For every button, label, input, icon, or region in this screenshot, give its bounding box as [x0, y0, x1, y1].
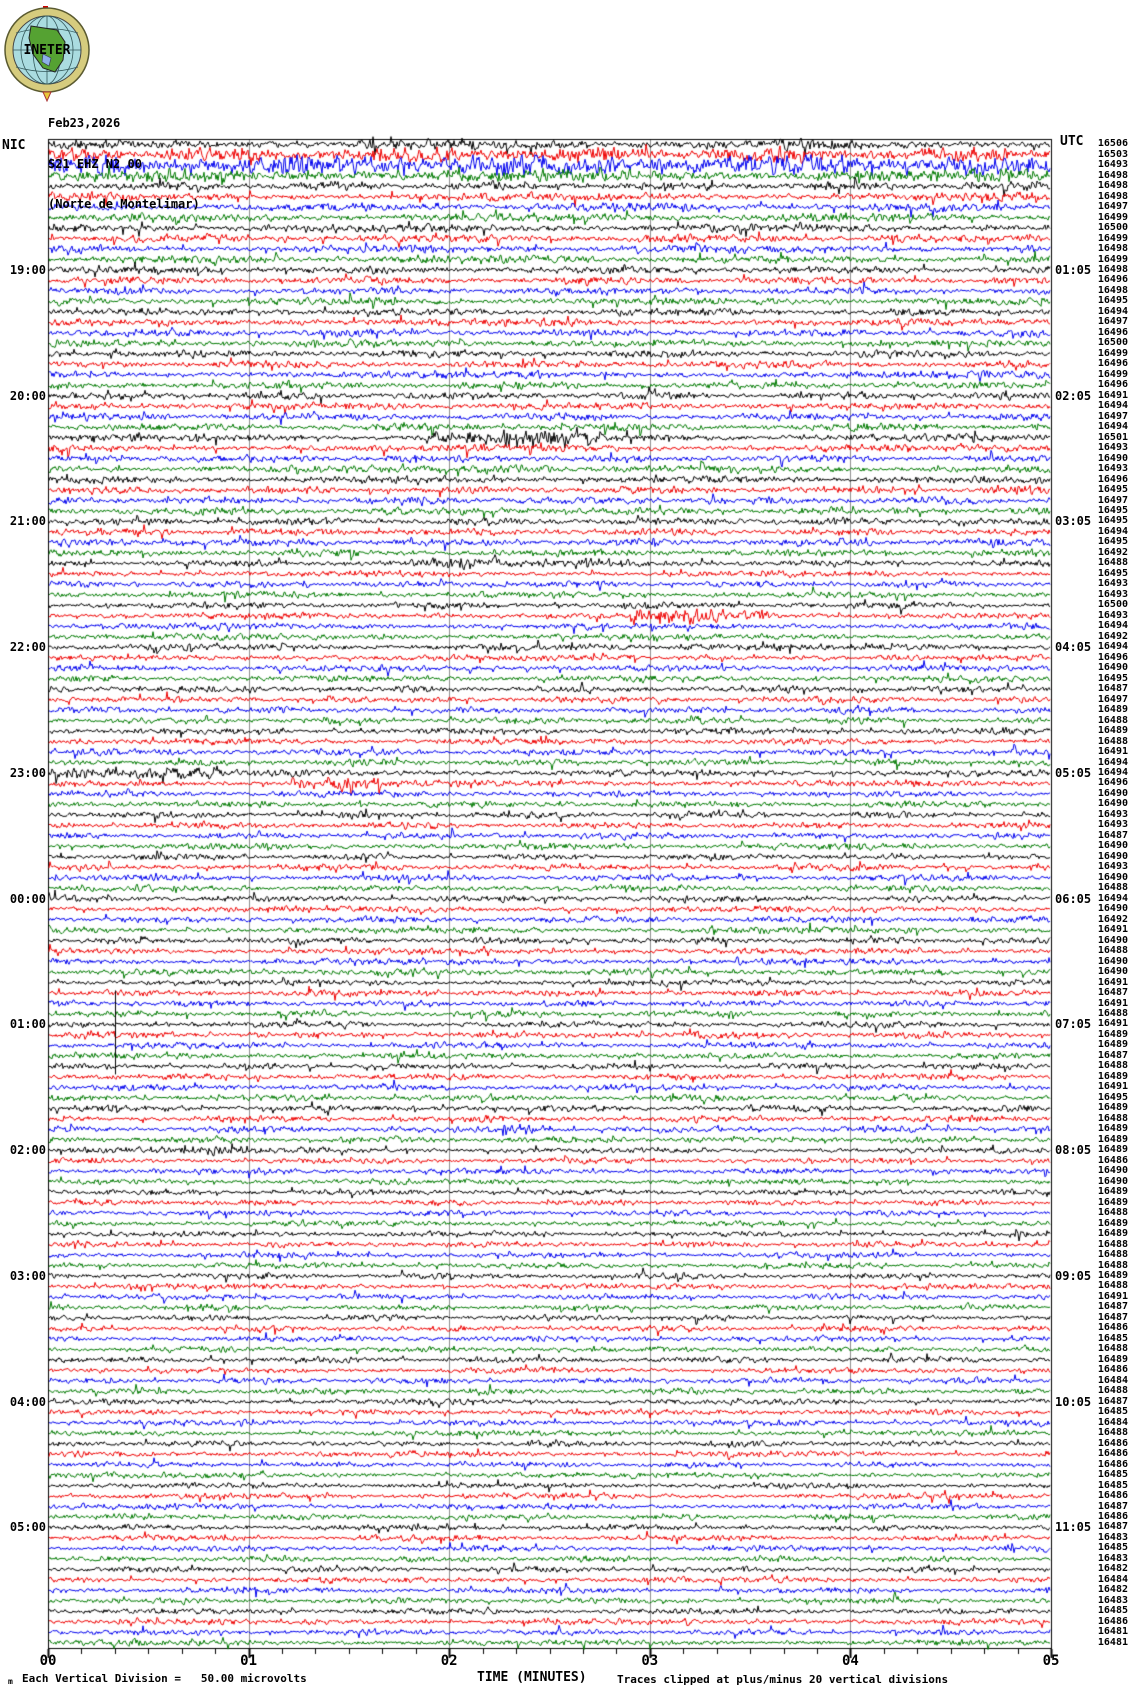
right-hour-label: 01:05 — [1055, 262, 1092, 277]
trace-mean-value: 16489 — [1097, 1217, 1128, 1229]
right-hour-label: 06:05 — [1055, 891, 1092, 906]
trace-mean-value: 16500 — [1097, 599, 1128, 611]
trace-mean-value: 16490 — [1097, 662, 1128, 674]
trace-mean-value: 16490 — [1097, 955, 1128, 967]
trace-mean-value: 16491 — [1097, 1081, 1128, 1093]
trace-mean-value: 16493 — [1097, 442, 1128, 454]
x-axis-label: 04 — [841, 1653, 859, 1669]
left-hour-label: 23:00 — [9, 765, 46, 780]
trace-mean-value: 16492 — [1097, 913, 1128, 925]
trace-mean-value: 16486 — [1097, 1458, 1128, 1470]
trace-mean-value: 16485 — [1097, 1332, 1128, 1344]
trace-mean-value: 16487 — [1097, 1395, 1128, 1407]
trace-mean-value: 16494 — [1097, 525, 1128, 537]
trace-mean-value: 16488 — [1097, 1112, 1128, 1124]
right-hour-label: 08:05 — [1055, 1143, 1092, 1158]
trace-mean-value: 16498 — [1097, 284, 1128, 296]
trace-mean-value: 16500 — [1097, 337, 1128, 349]
trace-mean-value: 16493 — [1097, 819, 1128, 831]
trace-mean-value: 16486 — [1097, 1364, 1128, 1376]
trace-mean-value: 16488 — [1097, 1427, 1128, 1439]
trace-mean-value: 16494 — [1097, 421, 1128, 433]
trace-mean-value: 16487 — [1097, 1500, 1128, 1512]
trace-mean-value: 16495 — [1097, 505, 1128, 516]
trace-mean-value: 16489 — [1097, 1186, 1128, 1198]
trace-mean-value: 16488 — [1097, 557, 1128, 569]
trace-mean-value: 16490 — [1097, 871, 1128, 883]
trace-mean-value: 16491 — [1097, 1290, 1128, 1302]
trace-mean-value: 16481 — [1097, 1636, 1128, 1648]
clip-note: Traces clipped at plus/minus 20 vertical divisions — [617, 1673, 949, 1686]
trace-mean-value: 16486 — [1097, 1511, 1128, 1522]
trace-mean-value: 16491 — [1097, 746, 1128, 758]
trace-mean-value: 16489 — [1097, 1144, 1128, 1156]
trace-mean-value: 16487 — [1097, 1521, 1128, 1533]
trace-mean-value: 16488 — [1097, 882, 1128, 894]
right-hour-label: 02:05 — [1055, 388, 1092, 403]
trace-mean-value: 16496 — [1097, 651, 1128, 663]
trace-mean-value: 16488 — [1097, 1385, 1128, 1397]
trace-mean-value: 16487 — [1097, 1301, 1128, 1313]
trace-mean-value: 16489 — [1097, 1102, 1128, 1114]
trace-mean-value: 16493 — [1097, 463, 1128, 475]
trace-mean-value: 16489 — [1097, 1269, 1128, 1281]
trace-mean-value: 16498 — [1097, 190, 1128, 202]
trace-mean-value: 16496 — [1097, 274, 1128, 286]
trace-mean-value: 16481 — [1097, 1626, 1128, 1638]
trace-mean-value: 16496 — [1097, 358, 1128, 370]
trace-mean-value: 16491 — [1097, 976, 1128, 988]
trace-mean-value: 16482 — [1097, 1584, 1128, 1596]
trace-mean-value: 16503 — [1097, 148, 1128, 160]
trace-mean-value: 16484 — [1097, 1374, 1128, 1386]
trace-mean-value: 16486 — [1097, 1322, 1128, 1334]
trace-mean-value: 16483 — [1097, 1552, 1128, 1564]
trace-mean-value: 16494 — [1097, 641, 1128, 653]
trace-mean-value: 16494 — [1097, 305, 1128, 317]
trace-mean-value: 16495 — [1097, 1091, 1128, 1103]
trace-mean-value: 16489 — [1097, 704, 1128, 716]
trace-mean-value: 16497 — [1097, 693, 1128, 705]
right-hour-label: 09:05 — [1055, 1268, 1092, 1283]
trace-mean-value: 16490 — [1097, 934, 1128, 946]
trace-mean-value: 16490 — [1097, 1175, 1128, 1187]
trace-mean-value: 16495 — [1097, 515, 1128, 527]
trace-mean-value: 16493 — [1097, 808, 1128, 820]
trace-mean-value: 16495 — [1097, 536, 1128, 548]
trace-mean-value: 16486 — [1097, 1615, 1128, 1627]
trace-mean-value: 16488 — [1097, 714, 1128, 726]
right-hour-label: 03:05 — [1055, 514, 1092, 529]
trace-mean-value: 16497 — [1097, 201, 1128, 213]
left-hour-label: 04:00 — [9, 1394, 46, 1409]
trace-mean-value: 16491 — [1097, 1018, 1128, 1030]
trace-mean-value: 16486 — [1097, 1437, 1128, 1449]
trace-mean-value: 16495 — [1097, 672, 1128, 684]
trace-mean-value: 16488 — [1097, 1259, 1128, 1271]
trace-mean-value: 16493 — [1097, 609, 1128, 621]
trace-mean-value: 16489 — [1097, 1028, 1128, 1040]
trace-mean-value: 16489 — [1097, 1039, 1128, 1051]
trace-mean-value: 16495 — [1097, 295, 1128, 307]
left-hour-label: 02:00 — [9, 1143, 46, 1158]
trace-mean-value: 16496 — [1097, 379, 1128, 391]
trace-mean-value: 16498 — [1097, 263, 1128, 275]
trace-mean-value: 16490 — [1097, 850, 1128, 862]
trace-mean-value: 16491 — [1097, 997, 1128, 1009]
right-hour-label: 05:05 — [1055, 765, 1092, 780]
trace-mean-value: 16493 — [1097, 588, 1128, 600]
scale-label: Each Vertical Division = — [22, 1672, 181, 1685]
trace-mean-value: 16485 — [1097, 1479, 1128, 1491]
trace-mean-value: 16498 — [1097, 243, 1128, 255]
trace-mean-value: 16487 — [1097, 829, 1128, 841]
right-hour-label: 10:05 — [1055, 1394, 1092, 1409]
left-hour-label: 01:00 — [9, 1017, 46, 1032]
left-hour-label: 05:00 — [9, 1520, 46, 1535]
trace-mean-value: 16495 — [1097, 484, 1128, 496]
trace-mean-value: 16506 — [1097, 138, 1128, 150]
trace-mean-value: 16488 — [1097, 1207, 1128, 1219]
trace-mean-value: 16490 — [1097, 1165, 1128, 1177]
trace-mean-value: 16499 — [1097, 232, 1128, 244]
trace-mean-value: 16485 — [1097, 1605, 1128, 1617]
trace-mean-value: 16489 — [1097, 1133, 1128, 1145]
trace-mean-value: 16489 — [1097, 1123, 1128, 1135]
header-location: (Norte de Montelimar) — [48, 197, 200, 211]
trace-mean-value: 16486 — [1097, 1154, 1128, 1166]
left-hour-label: 21:00 — [9, 514, 46, 529]
trace-mean-value: 16485 — [1097, 1406, 1128, 1418]
vertical-scale-note — [22, 1672, 307, 1685]
trace-mean-value: 16487 — [1097, 1311, 1128, 1323]
x-axis-label: 02 — [440, 1653, 458, 1669]
trace-mean-value: 16489 — [1097, 725, 1128, 737]
x-axis-label: 00 — [39, 1653, 57, 1669]
trace-mean-value: 16490 — [1097, 452, 1128, 464]
trace-mean-value: 16489 — [1097, 1070, 1128, 1082]
left-timezone-label: NIC — [2, 138, 26, 153]
trace-mean-value: 16488 — [1097, 735, 1128, 747]
trace-mean-value: 16496 — [1097, 777, 1128, 789]
trace-mean-value: 16491 — [1097, 389, 1128, 401]
trace-mean-value: 16488 — [1097, 1008, 1128, 1019]
trace-mean-value: 16494 — [1097, 400, 1128, 412]
left-hour-label: 22:00 — [9, 640, 46, 655]
trace-mean-value: 16488 — [1097, 945, 1128, 957]
trace-mean-value: 16499 — [1097, 368, 1128, 380]
right-timezone-label: UTC — [1060, 134, 1084, 149]
trace-mean-value: 16495 — [1097, 567, 1128, 579]
scale-gap — [181, 1672, 201, 1685]
x-axis-title: TIME (MINUTES) — [477, 1670, 587, 1685]
left-hour-label: 03:00 — [9, 1268, 46, 1283]
trace-mean-value: 16496 — [1097, 473, 1128, 485]
trace-mean-value: 16483 — [1097, 1531, 1128, 1543]
trace-mean-value: 16487 — [1097, 683, 1128, 695]
trace-mean-value: 16499 — [1097, 347, 1128, 359]
trace-mean-value: 16489 — [1097, 1228, 1128, 1240]
trace-mean-value: 16490 — [1097, 787, 1128, 799]
trace-mean-value: 16483 — [1097, 1594, 1128, 1606]
scale-value: 50.00 microvolts — [200, 1672, 307, 1685]
trace-mean-value: 16501 — [1097, 431, 1128, 443]
trace-mean-value: 16496 — [1097, 326, 1128, 338]
trace-mean-value: 16484 — [1097, 1416, 1128, 1428]
trace-mean-value: 16485 — [1097, 1469, 1128, 1481]
trace-mean-value: 16492 — [1097, 546, 1128, 558]
trace-mean-value: 16494 — [1097, 766, 1128, 778]
micro-mark: m — [8, 1677, 13, 1686]
trace-mean-value: 16490 — [1097, 966, 1128, 978]
left-hour-label: 20:00 — [9, 388, 46, 403]
x-axis-label: 03 — [641, 1653, 659, 1669]
trace-mean-value: 16488 — [1097, 1280, 1128, 1292]
trace-mean-value: 16491 — [1097, 924, 1128, 936]
trace-mean-value: 16493 — [1097, 159, 1128, 171]
trace-mean-value: 16490 — [1097, 798, 1128, 810]
left-hour-label: 19:00 — [9, 262, 46, 277]
trace-mean-value: 16494 — [1097, 756, 1128, 768]
right-hour-label: 11:05 — [1055, 1520, 1092, 1535]
trace-mean-value: 16487 — [1097, 1049, 1128, 1061]
trace-mean-value: 16485 — [1097, 1542, 1128, 1554]
trace-mean-value: 16493 — [1097, 578, 1128, 590]
trace-mean-value: 16484 — [1097, 1573, 1128, 1585]
header-station: S21 EHZ N2 00 — [48, 156, 142, 171]
trace-mean-value: 16492 — [1097, 630, 1128, 642]
trace-mean-value: 16488 — [1097, 1343, 1128, 1355]
trace-mean-value: 16489 — [1097, 1196, 1128, 1208]
right-hour-label: 07:05 — [1055, 1017, 1092, 1032]
trace-mean-value: 16487 — [1097, 987, 1128, 999]
trace-mean-value: 16490 — [1097, 840, 1128, 852]
trace-mean-value: 16494 — [1097, 892, 1128, 904]
trace-mean-value: 16498 — [1097, 169, 1128, 181]
trace-mean-value: 16498 — [1097, 180, 1128, 192]
trace-mean-value: 16497 — [1097, 494, 1128, 506]
trace-mean-value: 16497 — [1097, 316, 1128, 328]
trace-mean-value: 16490 — [1097, 903, 1128, 915]
trace-mean-value: 16486 — [1097, 1490, 1128, 1502]
logo-text: INETER — [23, 43, 71, 58]
trace-mean-value: 16488 — [1097, 1249, 1128, 1261]
trace-mean-value: 16499 — [1097, 253, 1128, 265]
x-axis-label: 05 — [1042, 1653, 1060, 1669]
trace-mean-value: 16499 — [1097, 211, 1128, 223]
header-title-block — [48, 90, 200, 225]
trace-mean-value: 16494 — [1097, 620, 1128, 632]
x-axis-label: 01 — [240, 1653, 258, 1669]
trace-mean-value: 16482 — [1097, 1563, 1128, 1575]
ineter-logo — [3, 2, 95, 102]
trace-mean-value: 16488 — [1097, 1060, 1128, 1072]
trace-mean-value: 16493 — [1097, 861, 1128, 873]
trace-mean-value: 16500 — [1097, 222, 1128, 234]
trace-mean-value: 16486 — [1097, 1448, 1128, 1460]
trace-mean-value: 16488 — [1097, 1238, 1128, 1250]
left-hour-label: 00:00 — [9, 891, 46, 906]
trace-mean-value: 16497 — [1097, 410, 1128, 422]
right-hour-label: 04:05 — [1055, 640, 1092, 655]
trace-mean-value: 16489 — [1097, 1353, 1128, 1365]
header-date: Feb23,2026 — [48, 116, 121, 130]
